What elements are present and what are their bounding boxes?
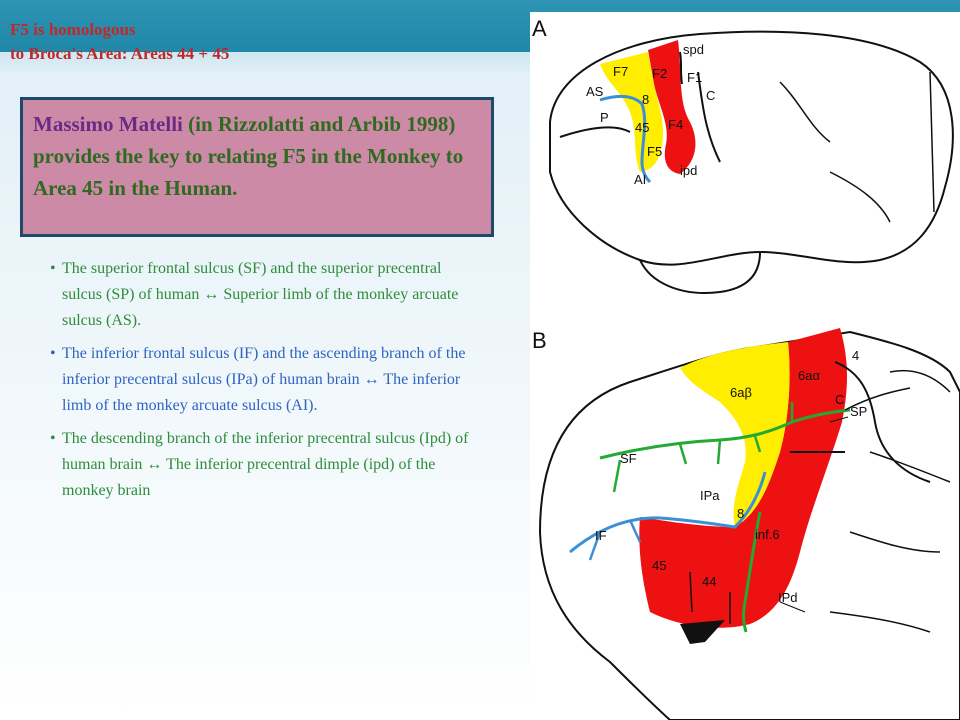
panel-b [532,328,960,720]
label-ipd: ipd [680,163,698,178]
label-ai: AI [634,172,647,187]
label-f2: F2 [652,66,668,81]
bullet-text: The descending branch of the inferior precentral sulcus (Ipd) of human brain ↔ The inferior precentral dimple (ipd) of the monkey brain [62,430,469,499]
bullet-item-ipd [50,426,470,504]
label-45: 45 [652,558,667,573]
label-6aa: 6aα [798,368,820,383]
bullet-item-sf-sp [50,256,470,334]
bullet-text: The inferior frontal sulcus (IF) and the ascending branch of the inferior precentral sulcus (IPa) of human brain ↔ The inferior limb of the monkey arcuate sulcus (AI). [62,345,466,414]
brain-figure [530,12,960,720]
label-45: 45 [635,120,650,135]
bullet-marker: • [50,345,56,362]
label-c: C [835,392,845,407]
bullet-marker: • [50,430,56,447]
brain-figure-svg [530,12,960,720]
bullet-text: The superior frontal sulcus (SF) and the superior precentral sulcus (SP) of human ↔ Superior limb of the monkey arcuate sulcus (AS). [62,260,459,329]
label-8: 8 [642,92,650,107]
label-c: C [706,88,716,103]
bullet-item-if-ipa [50,341,470,419]
panel-a-label: A [532,16,547,41]
label-p: P [600,110,609,125]
title-line-2: to Broca's Area: Areas 44 + 45 [10,44,230,63]
title-line-1: F5 is homologous [10,20,136,39]
label-f7: F7 [613,64,629,79]
label-8: 8 [737,506,745,521]
label-inf6: inf.6 [755,527,780,542]
bullet-list [50,256,470,511]
label-ipd: IPd [778,590,798,605]
label-4: 4 [852,348,860,363]
callout-text: (in Rizzolatti and Arbib 1998) provides the key to relating F5 in the Monkey to Area 45 in the Human. [33,112,464,200]
slide-title [10,18,229,66]
label-44: 44 [702,574,717,589]
callout-box [20,97,494,237]
label-f5: F5 [647,144,663,159]
panel-a [532,16,953,293]
callout-author: Massimo Matelli [33,112,183,136]
label-f1: F1 [687,70,703,85]
label-as: AS [586,84,604,99]
label-sf: SF [620,451,637,466]
label-ipa: IPa [700,488,720,503]
label-6ab: 6aβ [730,385,752,400]
label-if: IF [595,528,607,543]
label-spd: spd [683,42,704,57]
panel-b-label: B [532,328,547,353]
bullet-marker: • [50,260,56,277]
label-f4: F4 [668,117,684,132]
label-sp: SP [850,404,868,419]
